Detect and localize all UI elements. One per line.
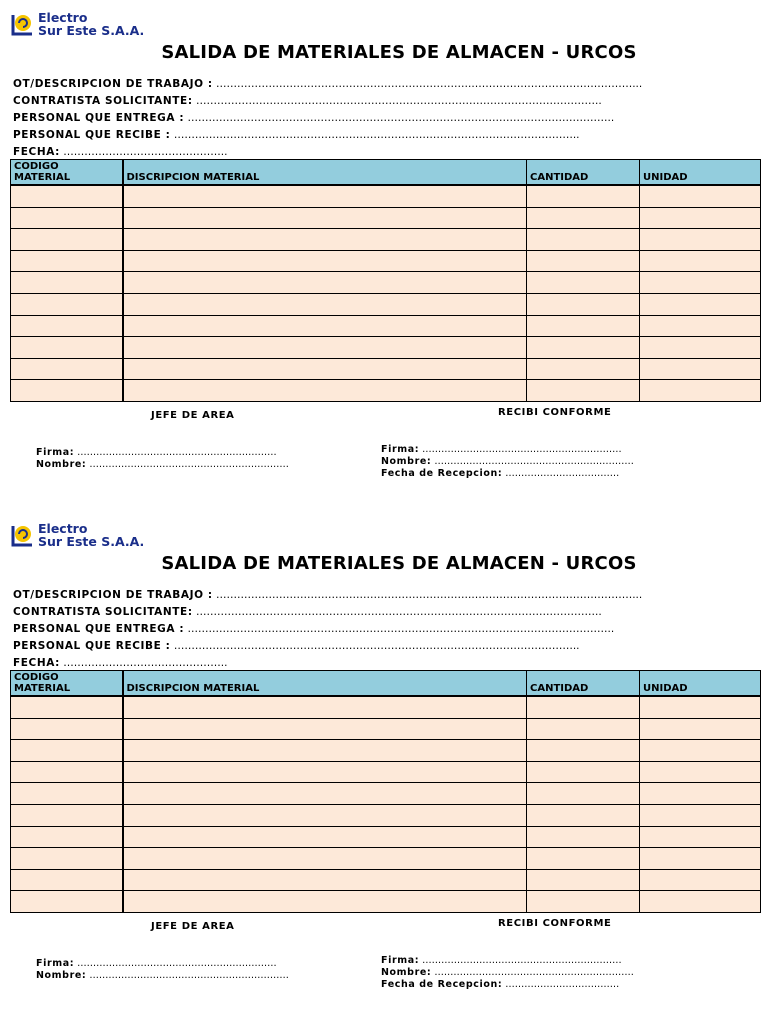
table-row xyxy=(11,380,761,402)
cell-cantidad[interactable] xyxy=(527,804,640,826)
form-title: SALIDA DE MATERIALES DE ALMACEN - URCOS xyxy=(161,42,637,63)
sig-blank[interactable]: ……………………………………………………… xyxy=(431,967,634,978)
cell-descripcion[interactable] xyxy=(123,783,527,805)
sig-blank[interactable]: ……………………………………………………… xyxy=(86,970,289,981)
sig-label: Firma: xyxy=(36,447,75,458)
table-row xyxy=(11,337,761,359)
right-firma[interactable] xyxy=(381,444,622,456)
right-nombre[interactable] xyxy=(381,967,634,979)
sig-blank[interactable]: ……………………………… xyxy=(502,979,620,990)
field-blank[interactable]: ………………………………………………………………………………………………………….. xyxy=(184,112,615,124)
sig-label: Fecha de Recepcion: xyxy=(381,468,503,479)
cell-cantidad[interactable] xyxy=(527,337,640,359)
logo-icon xyxy=(10,523,34,549)
cell-codigo[interactable] xyxy=(11,293,123,315)
cell-codigo[interactable] xyxy=(11,804,123,826)
materials-table xyxy=(10,159,761,402)
cell-unidad[interactable] xyxy=(640,761,761,783)
cell-unidad[interactable] xyxy=(640,380,761,402)
field-label: PERSONAL QUE ENTREGA : xyxy=(13,112,185,124)
cell-cantidad[interactable] xyxy=(527,826,640,848)
cell-cantidad[interactable] xyxy=(527,718,640,740)
cell-cantidad[interactable] xyxy=(527,848,640,870)
table-row xyxy=(11,826,761,848)
cell-unidad[interactable] xyxy=(640,891,761,913)
cell-codigo[interactable] xyxy=(11,826,123,848)
cell-descripcion[interactable] xyxy=(123,848,527,870)
field-label: FECHA: xyxy=(13,146,60,158)
left-nombre[interactable] xyxy=(36,970,289,982)
header-cantidad: CANTIDAD xyxy=(527,160,640,186)
cell-unidad[interactable] xyxy=(640,315,761,337)
cell-codigo[interactable] xyxy=(11,229,123,251)
form-title: SALIDA DE MATERIALES DE ALMACEN - URCOS xyxy=(161,553,637,574)
cell-descripcion[interactable] xyxy=(123,293,527,315)
cell-descripcion[interactable] xyxy=(123,891,527,913)
table-row xyxy=(11,315,761,337)
header-codigo-material: CODIGO MATERIAL xyxy=(11,160,123,186)
cell-cantidad[interactable] xyxy=(527,891,640,913)
field-label: CONTRATISTA SOLICITANTE: xyxy=(13,95,193,107)
cell-descripcion[interactable] xyxy=(123,718,527,740)
header-unidad: UNIDAD xyxy=(640,671,761,697)
cell-codigo[interactable] xyxy=(11,869,123,891)
right-firma[interactable] xyxy=(381,955,622,967)
cell-codigo[interactable] xyxy=(11,207,123,229)
table-row xyxy=(11,696,761,718)
logo-text-line2: Sur Este S.A.A. xyxy=(38,23,145,38)
cell-codigo[interactable] xyxy=(11,848,123,870)
sig-blank[interactable]: ……………………………… xyxy=(502,468,620,479)
field-blank[interactable]: ……………………………………….. xyxy=(59,657,228,669)
cell-descripcion[interactable] xyxy=(123,869,527,891)
field-blank[interactable]: ……………………………………….. xyxy=(59,146,228,158)
field-contratista[interactable] xyxy=(13,95,602,107)
field-label: OT/DESCRIPCION DE TRABAJO : xyxy=(13,78,213,90)
table-row xyxy=(11,718,761,740)
jefe-de-area-heading: JEFE DE AREA xyxy=(151,921,235,932)
field-blank[interactable]: …………………………………………………………………………………………………….. xyxy=(170,129,580,141)
sig-blank[interactable]: ……………………………………………………… xyxy=(74,958,277,969)
table-row xyxy=(11,740,761,762)
sig-blank[interactable]: ……………………………………………………… xyxy=(419,444,622,455)
cell-descripcion[interactable] xyxy=(123,315,527,337)
sig-label: Firma: xyxy=(381,955,420,966)
sig-blank[interactable]: ……………………………………………………… xyxy=(86,459,289,470)
table-row xyxy=(11,272,761,294)
header-descripcion-material: DISCRIPCION MATERIAL xyxy=(123,160,527,186)
field-personal-recibe[interactable] xyxy=(13,129,580,141)
cell-codigo[interactable] xyxy=(11,761,123,783)
cell-descripcion[interactable] xyxy=(123,696,527,718)
table-row xyxy=(11,185,761,207)
cell-descripcion[interactable] xyxy=(123,272,527,294)
recibi-conforme-heading: RECIBI CONFORME xyxy=(498,407,612,418)
table-row xyxy=(11,848,761,870)
cell-unidad[interactable] xyxy=(640,250,761,272)
table-row xyxy=(11,891,761,913)
right-fecha-recepcion[interactable] xyxy=(381,979,619,991)
cell-codigo[interactable] xyxy=(11,380,123,402)
field-personal-entrega[interactable] xyxy=(13,623,614,635)
table-row xyxy=(11,207,761,229)
table-row xyxy=(11,358,761,380)
cell-unidad[interactable] xyxy=(640,848,761,870)
cell-codigo[interactable] xyxy=(11,891,123,913)
cell-codigo[interactable] xyxy=(11,696,123,718)
cell-unidad[interactable] xyxy=(640,337,761,359)
cell-codigo[interactable] xyxy=(11,250,123,272)
cell-unidad[interactable] xyxy=(640,740,761,762)
header-codigo-material: CODIGO MATERIAL xyxy=(11,671,123,697)
field-label: PERSONAL QUE RECIBE : xyxy=(13,129,171,141)
field-personal-recibe[interactable] xyxy=(13,640,580,652)
header-cantidad: CANTIDAD xyxy=(527,671,640,697)
field-blank[interactable]: …………………………………………………………………………………………………….. xyxy=(192,606,602,618)
cell-descripcion[interactable] xyxy=(123,804,527,826)
jefe-de-area-heading: JEFE DE AREA xyxy=(151,410,235,421)
field-blank[interactable]: ………………………………………………………………..………………………………………... xyxy=(212,589,643,601)
table-row xyxy=(11,783,761,805)
table-header-row xyxy=(11,160,761,186)
table-row xyxy=(11,293,761,315)
right-nombre[interactable] xyxy=(381,456,634,468)
left-firma[interactable] xyxy=(36,447,277,459)
cell-cantidad[interactable] xyxy=(527,250,640,272)
table-header-row xyxy=(11,671,761,697)
sig-label: Fecha de Recepcion: xyxy=(381,979,503,990)
field-label: PERSONAL QUE RECIBE : xyxy=(13,640,171,652)
logo-icon xyxy=(10,12,34,38)
cell-unidad[interactable] xyxy=(640,293,761,315)
cell-cantidad[interactable] xyxy=(527,783,640,805)
cell-codigo[interactable] xyxy=(11,740,123,762)
sig-blank[interactable]: ……………………………………………………… xyxy=(74,447,277,458)
cell-cantidad[interactable] xyxy=(527,229,640,251)
cell-cantidad[interactable] xyxy=(527,869,640,891)
form-copy-2 xyxy=(0,511,768,1016)
cell-codigo[interactable] xyxy=(11,783,123,805)
table-row xyxy=(11,250,761,272)
cell-descripcion[interactable] xyxy=(123,358,527,380)
field-fecha[interactable] xyxy=(13,146,227,158)
header-unidad: UNIDAD xyxy=(640,160,761,186)
sig-label: Nombre: xyxy=(381,456,432,467)
cell-unidad[interactable] xyxy=(640,272,761,294)
left-firma[interactable] xyxy=(36,958,277,970)
cell-descripcion[interactable] xyxy=(123,761,527,783)
cell-cantidad[interactable] xyxy=(527,696,640,718)
materials-table xyxy=(10,670,761,913)
field-label: PERSONAL QUE ENTREGA : xyxy=(13,623,185,635)
table-row xyxy=(11,229,761,251)
field-label: CONTRATISTA SOLICITANTE: xyxy=(13,606,193,618)
cell-cantidad[interactable] xyxy=(527,315,640,337)
cell-unidad[interactable] xyxy=(640,826,761,848)
logo-text-line2: Sur Este S.A.A. xyxy=(38,534,145,549)
cell-descripcion[interactable] xyxy=(123,740,527,762)
sig-label: Firma: xyxy=(381,444,420,455)
field-blank[interactable]: ………………………………………………………………..………………………………………... xyxy=(212,78,643,90)
sig-label: Nombre: xyxy=(36,459,87,470)
cell-cantidad[interactable] xyxy=(527,185,640,207)
left-nombre[interactable] xyxy=(36,459,289,471)
header-descripcion-material: DISCRIPCION MATERIAL xyxy=(123,671,527,697)
cell-descripcion[interactable] xyxy=(123,380,527,402)
cell-unidad[interactable] xyxy=(640,783,761,805)
field-label: FECHA: xyxy=(13,657,60,669)
cell-descripcion[interactable] xyxy=(123,207,527,229)
recibi-conforme-heading: RECIBI CONFORME xyxy=(498,918,612,929)
cell-descripcion[interactable] xyxy=(123,250,527,272)
cell-descripcion[interactable] xyxy=(123,337,527,359)
sig-blank[interactable]: ……………………………………………………… xyxy=(419,955,622,966)
cell-codigo[interactable] xyxy=(11,185,123,207)
cell-codigo[interactable] xyxy=(11,272,123,294)
field-label: OT/DESCRIPCION DE TRABAJO : xyxy=(13,589,213,601)
sig-label: Nombre: xyxy=(381,967,432,978)
cell-unidad[interactable] xyxy=(640,185,761,207)
cell-codigo[interactable] xyxy=(11,337,123,359)
cell-descripcion[interactable] xyxy=(123,826,527,848)
cell-cantidad[interactable] xyxy=(527,740,640,762)
field-ot-descripcion[interactable] xyxy=(13,78,642,90)
table-row xyxy=(11,761,761,783)
field-personal-entrega[interactable] xyxy=(13,112,614,124)
field-contratista[interactable] xyxy=(13,606,602,618)
sig-label: Firma: xyxy=(36,958,75,969)
right-fecha-recepcion[interactable] xyxy=(381,468,619,480)
cell-descripcion[interactable] xyxy=(123,229,527,251)
cell-codigo[interactable] xyxy=(11,315,123,337)
cell-cantidad[interactable] xyxy=(527,293,640,315)
logo-text-line1: Electro xyxy=(38,10,88,25)
cell-unidad[interactable] xyxy=(640,869,761,891)
cell-cantidad[interactable] xyxy=(527,358,640,380)
field-blank[interactable]: ………………………………………………………………………………………………………….. xyxy=(184,623,615,635)
table-row xyxy=(11,869,761,891)
sig-label: Nombre: xyxy=(36,970,87,981)
cell-cantidad[interactable] xyxy=(527,272,640,294)
cell-unidad[interactable] xyxy=(640,229,761,251)
cell-unidad[interactable] xyxy=(640,358,761,380)
cell-unidad[interactable] xyxy=(640,718,761,740)
table-row xyxy=(11,804,761,826)
cell-codigo[interactable] xyxy=(11,358,123,380)
cell-codigo[interactable] xyxy=(11,718,123,740)
field-blank[interactable]: …………………………………………………………………………………………………….. xyxy=(170,640,580,652)
cell-cantidad[interactable] xyxy=(527,207,640,229)
cell-unidad[interactable] xyxy=(640,804,761,826)
field-blank[interactable]: …………………………………………………………………………………………………….. xyxy=(192,95,602,107)
sig-blank[interactable]: ……………………………………………………… xyxy=(431,456,634,467)
field-ot-descripcion[interactable] xyxy=(13,589,642,601)
cell-cantidad[interactable] xyxy=(527,761,640,783)
logo-text-line1: Electro xyxy=(38,521,88,536)
cell-unidad[interactable] xyxy=(640,207,761,229)
cell-unidad[interactable] xyxy=(640,696,761,718)
field-fecha[interactable] xyxy=(13,657,227,669)
cell-descripcion[interactable] xyxy=(123,185,527,207)
form-copy-1 xyxy=(0,0,768,505)
cell-cantidad[interactable] xyxy=(527,380,640,402)
